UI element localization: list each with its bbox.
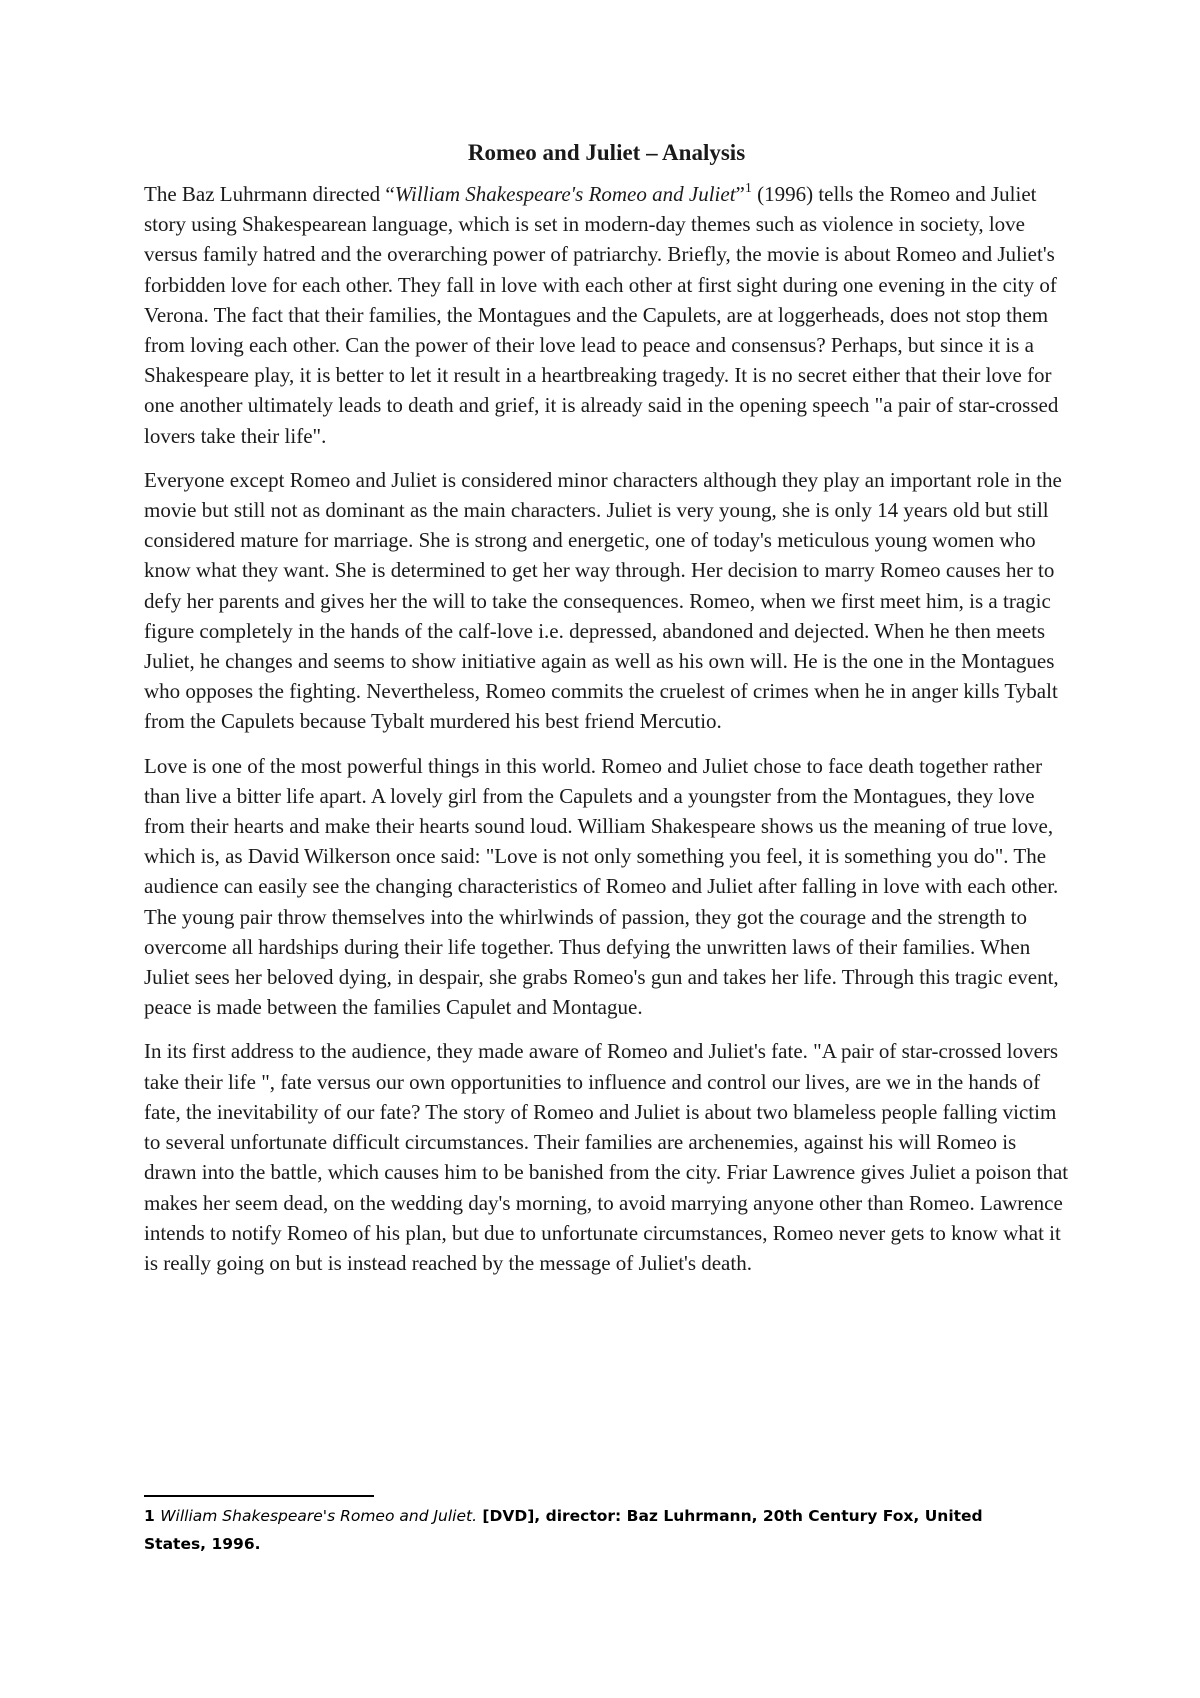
document-body [144, 138, 1069, 1278]
paragraph-intro [144, 179, 1069, 451]
paragraph-characters: Everyone except Romeo and Juliet is considered minor characters although they play an important role in the movie but still not as dominant as the main characters. Juliet is very young, she is only 14 years old but still considered mature for marriage. She is strong and energetic, one of today's meticulous young women who know what they want. She is determined to get her way through. Her decision to marry Romeo causes her to defy her parents and gives her the will to take the consequences. Romeo, when we first meet him, is a tragic figure completely in the hands of the calf-love i.e. depressed, abandoned and dejected. When he then meets Juliet, he changes and seems to show initiative again as well as his own will. He is the one in the Montagues who opposes the fighting. Nevertheless, Romeo commits the cruelest of crimes when he in anger kills Tybalt from the Capulets because Tybalt murdered his best friend Mercutio. [144, 467, 1062, 734]
footnote-separator [144, 1495, 374, 1497]
footnote-number: 1 [144, 1507, 155, 1525]
paragraph-fate: In its first address to the audience, they made aware of Romeo and Juliet's fate. "A pair of star-crossed lovers take their life ", fate versus our own opportunities to influence and control our lives, are we in the hands of fate, the inevitability of our fate? The story of Romeo and Juliet is about two blameless people falling victim to several unfortunate difficult circumstances. Their families are archenemies, against his will Romeo is drawn into the battle, which causes him to be banished from the city. Friar Lawrence gives Juliet a poison that makes her seem dead, on the wedding day's morning, to avoid marrying anyone other than Romeo. Lawrence intends to notify Romeo of his plan, but due to unfortunate circumstances, Romeo never gets to know what it is really going on but is instead reached by the message of Juliet's death. [144, 1039, 1069, 1275]
paragraph-intro-body: (1996) tells the Romeo and Juliet story using Shakespearean language, which is set in modern-day themes such as violence in society, love versus family hatred and the overarching power of patriarchy. Briefly, the movie is about Romeo and Juliet's forbidden love for each other. They fall in love with each other at first sight during one evening in the city of Verona. The fact that their families, the Montagues and the Capulets, are at loggerheads, does not stop them from loving each other. Can the power of their love lead to peace and consensus? Perhaps, but since it is a Shakespeare play, it is better to let it result in a heartbreaking tragedy. It is no secret either that their love for one another ultimately leads to death and grief, it is already said in the opening speech "a pair of star-crossed lovers take their life". [144, 182, 1059, 448]
closing-quote: ” [735, 182, 745, 206]
footnote-title: William Shakespeare's Romeo and Juliet. [160, 1507, 478, 1525]
footnote [144, 1502, 1044, 1558]
film-title: William Shakespeare's Romeo and Juliet [394, 182, 736, 206]
page-title: Romeo and Juliet – Analysis [467, 140, 746, 165]
paragraph-love: Love is one of the most powerful things in this world. Romeo and Juliet chose to face death together rather than live a bitter life apart. A lovely girl from the Capulets and a youngster from the Montagues, they love from their hearts and make their hearts sound loud. William Shakespeare shows us the meaning of true love, which is, as David Wilkerson once said: "Love is not only something you feel, it is something you do". The audience can easily see the changing characteristics of Romeo and Juliet after falling in love with each other. The young pair throw themselves into the whirlwinds of passion, they got the courage and the strength to overcome all hardships during their life together. Thus defying the unwritten laws of their families. When Juliet sees her beloved dying, in despair, she grabs Romeo's gun and takes her life. Through this tragic event, peace is made between the families Capulet and Montague. [144, 753, 1059, 1020]
paragraph-intro-lead: The Baz Luhrmann directed “ [144, 182, 395, 206]
footnote-reference[interactable]: 1 [744, 181, 752, 196]
footnote-details: [DVD], director: Baz Luhrmann, 20th Century Fox, United States, 1996. [144, 1507, 983, 1553]
